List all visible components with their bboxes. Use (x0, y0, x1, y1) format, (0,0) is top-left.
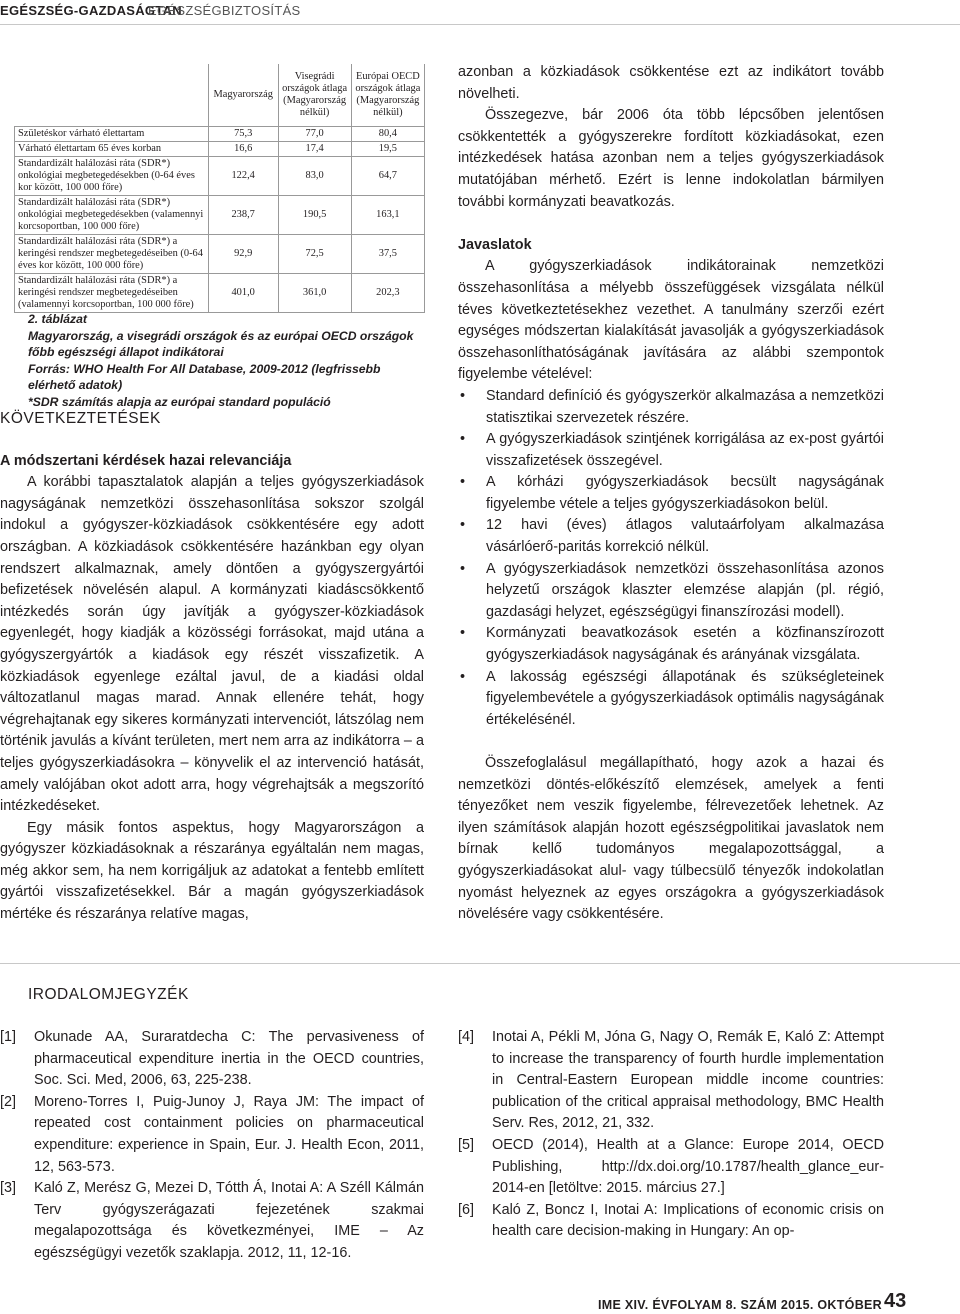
reference-number: [4] (458, 1029, 474, 1045)
table-row-label: Standardizált halálozási ráta (SDR*) a keringési rendszer megbetegedéseiben (0-64 éves kor között, 100 000 főre) (15, 235, 209, 274)
table-row-label: Standardizált halálozási ráta (SDR*) onkológiai megbetegedésekben (0-64 éves kor között, 100 000 főre) (15, 157, 209, 196)
paragraph: azonban a közkiadások csökkentése ezt az indikátort tovább növelheti. (458, 64, 884, 102)
references-right (458, 1027, 884, 1243)
paragraph: Egy másik fontos aspektus, hogy Magyarországon a gyógyszer közkiadásoknak a részaránya egyáltalán nem magas, még akkor sem, ha nem korrigáljuk az adatokat a fentebb említett gyártói visszafizetésekkel. Bár a magán gyógyszerkiadások mértéke és részaránya relatíve magas, (0, 819, 424, 923)
table-cell: 361,0 (278, 274, 351, 313)
caption-number: 2. táblázat (28, 312, 87, 326)
paragraph: Összegezve, bár 2006 óta több lépcsőben jelentősen csökkentették a gyógyszerekre fordított közkiadásokat, ezen intézkedések hatása azonban nem a teljes gyógyszerkiadások mutatójában mérhető. Ezért is lenne indokolatlan bármilyen további kormányzati beavatkozás. (458, 107, 884, 210)
list-item: • 12 havi (éves) átlagos valutaárfolyam alkalmazása vásárlóerő-paritás korrekció nélkül. (458, 515, 884, 558)
reference-item (0, 1092, 424, 1178)
table-caption (28, 311, 424, 410)
table-cell: 77,0 (278, 127, 351, 142)
left-column (0, 408, 424, 926)
table-row (15, 196, 425, 235)
list-item: • Standard definíció és gyógyszerkör alkalmazása a nemzetközi statisztikai szervezetek részére. (458, 386, 884, 429)
reference-number: [2] (0, 1093, 16, 1110)
table-row-label: Születéskor várható élettartam (15, 127, 209, 142)
table-row (15, 142, 425, 157)
list-item: • A kórházi gyógyszerkiadások becsült nagyságának figyelembe vétele a teljes gyógyszerkiadásokon belül. (458, 472, 884, 515)
list-item: • A gyógyszerkiadások szintjének korrigálása az ex-post gyártói visszafizetések összegével. (458, 429, 884, 472)
page-number: 43 (884, 1290, 907, 1312)
reference-text: OECD (2014), Health at a Glance: Europe 2014, OECD Publishing, http://dx.doi.org/10.1787/health_glance_eur-2014-en [letöltve: 2015. március 27.] (492, 1136, 884, 1197)
subsection-heading: Javaslatok (458, 236, 532, 253)
reference-text: Kaló Z, Merész G, Mezei D, Tótth Á, Inotai A: A Széll Kálmán Terv gyógyszerágazati fejezetének szakmai megalapozottsága és következményei, IME – Az egészségügyi vezetők szaklapja. 2012, 11, 12-16. (34, 1180, 424, 1261)
table-cell: 37,5 (351, 235, 424, 274)
paragraph: A gyógyszerkiadások indikátorainak nemzetközi összehasonlítása a mélyebb összefüggések vizsgálata nélkül téves következtetésekhez vezethet. A tanulmány szerzői ezért egységes módszertan kialakítását javasolják a gyógyszerkiadások összehasonlíthatóságának javítására az alábbi szempontok figyelembe vételével: (458, 258, 884, 383)
reference-number: [5] (458, 1136, 474, 1153)
health-indicators-table (14, 64, 425, 313)
reference-number: [1] (0, 1029, 16, 1045)
reference-number: [3] (0, 1180, 16, 1197)
table-cell: 238,7 (208, 196, 278, 235)
table-cell: 17,4 (278, 142, 351, 157)
paragraph: A korábbi tapasztalatok alapján a teljes gyógyszerkiadások nagyságának nemzetközi összehasonlítása sokszor szolgál indokul a gyógyszer-közkiadások csökkentésére egy adott országban. A közkiadások csökkentésére hazánkban egy olyan rendszert alkalmaznak, amely döntően a gyógyszergyártói befizetések növelésén alapul. A kormányzati kiadáscsökkentő intézkedés során úgy javítják a gyógyszer-közkiadások egyenlegét, hogy kiadják a közösségi forrásokat, majd utána a gyógyszergyártók a kiadások egy részét visszafizetik. A közkiadások egyenlege ezáltal javul, de a kiadási oldal változatlanul magas marad. Annak ellenére tehát, hogy végrehajtanak egy sikeres kormányzati intervenciót, látszólag nem történik javulás a kívánt területen, mert nem arra az indikátorra – a teljes gyógyszerkiadásokra – könyvelik el az intervenció hatását, amely valójában okot adott arra, hogy végrehajtsák a megszorító intézkedéseket. (0, 474, 424, 815)
reference-text: Moreno-Torres I, Puig-Junoy J, Raya JM: The impact of repeated cost containment policies on pharmaceutical expenditure: experience in Spain, Eur. J. Health Econ, 2011, 12, 563-573. (34, 1093, 424, 1175)
table-row-label: Standardizált halálozási ráta (SDR*) onkológiai megbetegedésekben (valamennyi korcsoportban, 100 000 főre) (15, 196, 209, 235)
table-cell: 83,0 (278, 157, 351, 196)
table-row (15, 127, 425, 142)
table-row (15, 157, 425, 196)
table-cell: 16,6 (208, 142, 278, 157)
list-item: • A lakosság egészségi állapotának és szükségleteinek figyelembevétele a gyógyszerkiadások optimális nagyságának értékelésénél. (458, 667, 884, 732)
table-cell: 64,7 (351, 157, 424, 196)
list-item: • A gyógyszerkiadások nemzetközi összehasonlítása azonos helyzetű országok klaszter elemzése alapján (pl. régió, gazdasági helyzet, egészségügyi finanszírozási modell). (458, 559, 884, 624)
recommendations-list (458, 386, 884, 732)
reference-item (0, 1027, 424, 1092)
table-col-header: Magyarország (208, 64, 278, 127)
header-subsection: EGÉSZSÉGBIZTOSÍTÁS (148, 3, 301, 18)
reference-item (458, 1135, 884, 1200)
reference-text: Kaló Z, Boncz I, Inotai A: Implications of economic crisis on health care decision-making in Hungary: An op- (492, 1201, 884, 1240)
references-title: IRODALOMJEGYZÉK (28, 986, 189, 1003)
table-cell: 72,5 (278, 235, 351, 274)
running-header (0, 0, 960, 25)
table-cell: 80,4 (351, 127, 424, 142)
reference-text: Okunade AA, Suraratdecha C: The pervasiveness of pharmaceutical expenditure inertia in the OECD countries, Soc. Sci. Med, 2006, 63, 225-238. (34, 1029, 424, 1089)
divider (0, 963, 960, 964)
table-row-label: Várható élettartam 65 éves korban (15, 142, 209, 157)
table-row (15, 235, 425, 274)
table-cell: 190,5 (278, 196, 351, 235)
section-title: KÖVETKEZTETÉSEK (0, 410, 161, 427)
references-left (0, 1027, 424, 1265)
table-row-label: Standardizált halálozási ráta (SDR*) a keringési rendszer megbetegedéseiben (valamennyi korcsoportban, 100 000 főre) (15, 274, 209, 313)
table-header-row (15, 64, 425, 127)
table-cell: 401,0 (208, 274, 278, 313)
table-col-header: Visegrádi országok átlaga (Magyarország nélkül) (278, 64, 351, 127)
table-cell: 92,9 (208, 235, 278, 274)
reference-text: Inotai A, Pékli M, Jóna G, Nagy O, Remák E, Kaló Z: Attempt to increase the transparency of fourth hurdle implementation in Central-Eastern European middle income countries: publication of the critical appraisal methodology, BMC Health Serv. Res, 2012, 21, 332. (492, 1029, 884, 1132)
reference-item (458, 1200, 884, 1243)
list-item: • Kormányzati beavatkozások esetén a közfinanszírozott gyógyszerkiadások nagyságának és arányának vizsgálata. (458, 623, 884, 666)
table-cell: 122,4 (208, 157, 278, 196)
reference-number: [6] (458, 1201, 474, 1218)
table-cell: 202,3 (351, 274, 424, 313)
table-cell: 19,5 (351, 142, 424, 157)
reference-item (458, 1027, 884, 1135)
table-cell: 163,1 (351, 196, 424, 235)
subsection-heading: A módszertani kérdések hazai relevanciája (0, 452, 292, 469)
paragraph: Összefoglalásul megállapítható, hogy azok a hazai és nemzetközi döntés-előkészítő elemzések, amelyek a fenti tényezőket nem veszik figyelembe, félrevezetőek lehetnek. Az ilyen számítások alapján hozott egészségpolitikai javaslatok nem bírnak kellő tudományos megalapozottsággal, a gyógyszerkiadásokat alul- vagy túlbecsülő tényezők indokolatlan nyomást helyeznek az egyes országokra a gyógyszerkiadások növelésére vagy csökkentésére. (458, 755, 884, 923)
table-col-header: Európai OECD országok átlaga (Magyarország nélkül) (351, 64, 424, 127)
caption-title: Magyarország, a visegrádi országok és az európai OECD országok főbb egészségi állapot indikátorai (28, 328, 414, 359)
caption-source: Forrás: WHO Health For All Database, 2009-2012 (legfrissebb elérhető adatok) (28, 361, 381, 392)
table-row (15, 274, 425, 313)
caption-note: *SDR számítás alapja az európai standard populáció (28, 394, 331, 409)
right-column (458, 62, 884, 926)
header-section: EGÉSZSÉG-GAZDASÁGTAN (0, 3, 182, 18)
reference-item (0, 1178, 424, 1264)
journal-issue: IME XIV. ÉVFOLYAM 8. SZÁM 2015. OKTÓBER (597, 1298, 882, 1312)
table-cell: 75,3 (208, 127, 278, 142)
